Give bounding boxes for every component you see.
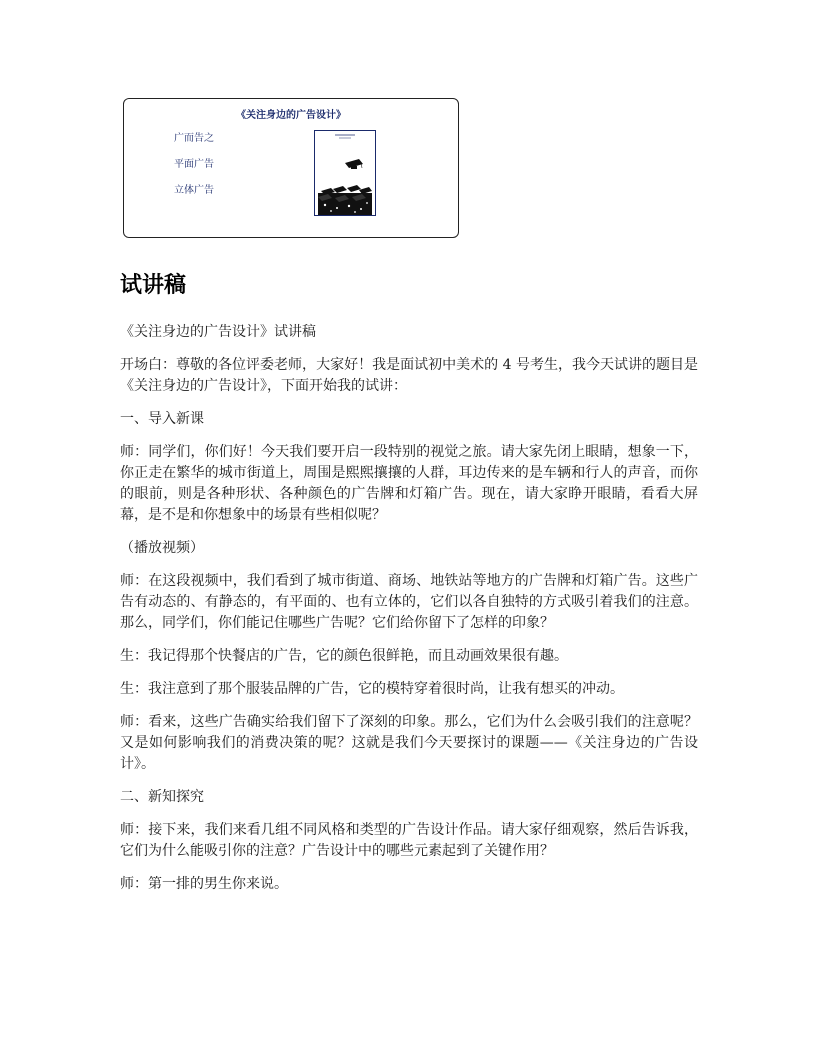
paragraph: 师：在这段视频中，我们看到了城市街道、商场、地铁站等地方的广告牌和灯箱广告。这些广告有动态的、有静态的，有平面的、也有立体的，它们以各自独特的方式吸引着我们的注意。那么，同学们，你们能记住哪些广告呢？它们给你留下了怎样的印象？: [120, 573, 698, 631]
slide-topic-list: [174, 132, 214, 210]
paragraph: 师：看来，这些广告确实给我们留下了深刻的印象。那么，它们为什么会吸引我们的注意呢？又是如何影响我们的消费决策的呢？这就是我们今天要探讨的课题——《关注身边的广告设计》。: [120, 714, 698, 772]
graduation-caps-poster-icon: [314, 130, 376, 216]
paragraph: 生：我注意到了那个服装品牌的广告，它的模特穿着很时尚，让我有想买的冲动。: [120, 681, 624, 697]
section-heading: 二、新知探究: [120, 789, 204, 805]
slide-title: 《关注身边的广告设计》: [236, 110, 346, 121]
paragraph: 生：我记得那个快餐店的广告，它的颜色很鲜艳，而且动画效果很有趣。: [120, 648, 568, 664]
slide-preview: [123, 98, 459, 238]
slide-topic-item: 立体广告: [174, 185, 214, 196]
paragraph: 师：接下来，我们来看几组不同风格和类型的广告设计作品。请大家仔细观察，然后告诉我，它们为什么能吸引你的注意？广告设计中的哪些元素起到了关键作用？: [120, 822, 698, 859]
slide-topic-item: 平面广告: [174, 159, 214, 170]
paragraph: （播放视频）: [120, 540, 204, 556]
document-body: [120, 322, 698, 907]
slide-topic-item: 广而告之: [174, 133, 214, 144]
paragraph: 开场白：尊敬的各位评委老师，大家好！我是面试初中美术的 4 号考生，我今天试讲的题目是《关注身边的广告设计》，下面开始我的试讲：: [120, 357, 698, 394]
paragraph: 师：同学们，你们好！今天我们要开启一段特别的视觉之旅。请大家先闭上眼睛，想象一下，你正走在繁华的城市街道上，周围是熙熙攘攘的人群，耳边传来的是车辆和行人的声音，而你的眼前，则是各种形状、各种颜色的广告牌和灯箱广告。现在，请大家睁开眼睛，看看大屏幕，是不是和你想象中的场景有些相似呢？: [120, 444, 698, 523]
paragraph: 师：第一排的男生你来说。: [120, 876, 288, 892]
section-heading: 一、导入新课: [120, 411, 204, 427]
paragraph: 《关注身边的广告设计》试讲稿: [120, 324, 316, 340]
document-title: 试讲稿: [120, 273, 187, 298]
